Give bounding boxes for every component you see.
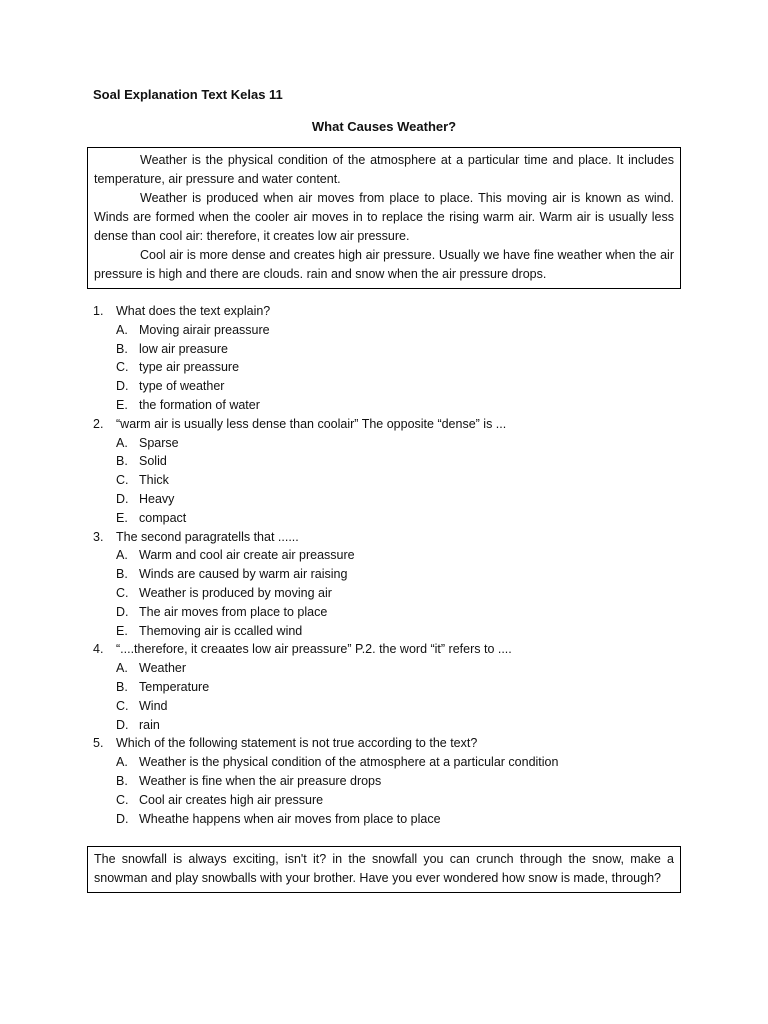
- question-item: [93, 415, 693, 528]
- option-text: Temperature: [139, 679, 210, 694]
- passage-paragraph: Weather is the physical condition of the atmosphere at a particular time and place. It includes temperature, air pressure and water content.: [94, 153, 674, 186]
- question-item: [93, 302, 693, 415]
- reading-passage-box: [87, 147, 681, 289]
- question-text: What does the text explain?: [116, 304, 271, 318]
- answer-option: [93, 791, 693, 810]
- answer-option: [93, 659, 693, 678]
- question-item: [93, 734, 693, 828]
- option-letter: A.: [116, 322, 128, 337]
- option-letter: E.: [116, 510, 128, 525]
- option-letter: C.: [116, 792, 129, 807]
- option-text: rain: [139, 717, 160, 732]
- question-number: 3.: [93, 529, 104, 544]
- answer-option: [93, 565, 693, 584]
- option-letter: E.: [116, 397, 128, 412]
- passage-paragraph: Weather is produced when air moves from place to place. This moving air is known as wind. Winds are formed when the cooler air moves in to replace the rising warm air. Warm air is usually less dense than cool air: therefore, it creates low air pressure.: [94, 191, 674, 243]
- passage-paragraph: Cool air is more dense and creates high air pressure. Usually we have fine weather when the air pressure is high and there are clouds. rain and snow when the air pressure drops.: [94, 248, 674, 281]
- snow-passage-box: [87, 846, 681, 893]
- answer-option: [93, 697, 693, 716]
- option-letter: B.: [116, 454, 128, 469]
- answer-option: [93, 471, 693, 490]
- answer-option: [93, 452, 693, 471]
- option-text: Winds are caused by warm air raising: [139, 567, 348, 582]
- option-text: Weather: [139, 661, 187, 676]
- option-text: Moving airair preassure: [139, 322, 270, 337]
- option-text: Wind: [139, 698, 168, 713]
- answer-option: [93, 622, 693, 641]
- option-text: type air preassure: [139, 360, 240, 375]
- option-letter: A.: [116, 755, 128, 770]
- answer-option: [93, 678, 693, 697]
- document-title: Soal Explanation Text Kelas 11: [93, 87, 283, 102]
- answer-option: [93, 546, 693, 565]
- option-letter: A.: [116, 548, 128, 563]
- option-text: Weather is produced by moving air: [139, 585, 332, 600]
- option-text: Thick: [139, 473, 169, 488]
- answer-option: [93, 509, 693, 528]
- question-text: “warm air is usually less dense than coolair” The opposite “dense” is ...: [116, 416, 507, 431]
- option-text: Sparse: [139, 435, 179, 450]
- answer-option: [93, 434, 693, 453]
- answer-option: [93, 753, 693, 772]
- option-letter: D.: [116, 604, 129, 619]
- option-letter: B.: [116, 679, 128, 694]
- question-item: [93, 640, 693, 734]
- option-letter: C.: [116, 585, 129, 600]
- question-number: 2.: [93, 416, 104, 431]
- answer-option: [93, 716, 693, 735]
- option-letter: B.: [116, 567, 128, 582]
- question-text: The second paragratells that ......: [116, 529, 299, 544]
- answer-option: [93, 772, 693, 791]
- answer-option: [93, 396, 693, 415]
- option-letter: C.: [116, 473, 129, 488]
- question-text: Which of the following statement is not true according to the text?: [116, 736, 478, 751]
- answer-option: [93, 810, 693, 829]
- option-letter: B.: [116, 341, 128, 356]
- option-text: Weather is the physical condition of the atmosphere at a particular condition: [139, 755, 559, 770]
- passage-title: What Causes Weather?: [311, 119, 457, 134]
- option-letter: C.: [116, 360, 129, 375]
- question-number: 4.: [93, 642, 104, 657]
- option-text: Themoving air is ccalled wind: [139, 623, 303, 638]
- option-letter: E.: [116, 623, 128, 638]
- answer-option: [93, 584, 693, 603]
- option-text: Solid: [139, 454, 167, 469]
- option-letter: A.: [116, 435, 128, 450]
- question-number: 1.: [93, 304, 104, 318]
- option-text: Wheathe happens when air moves from place to place: [139, 811, 441, 826]
- answer-option: [93, 603, 693, 622]
- option-text: Cool air creates high air pressure: [139, 792, 324, 807]
- option-text: the formation of water: [139, 397, 260, 412]
- option-text: type of weather: [139, 379, 225, 394]
- snow-passage-text: The snowfall is always exciting, isn't it? in the snowfall you can crunch through the snow, make a snowman and play snowballs with your brother. Have you ever wondered how snow is made, through?: [94, 852, 674, 885]
- option-text: Heavy: [139, 491, 175, 506]
- question-text: “....therefore, it creaates low air preassure” P.2. the word “it” refers to ....: [116, 642, 512, 657]
- option-letter: B.: [116, 773, 128, 788]
- option-text: Warm and cool air create air preassure: [139, 548, 355, 563]
- question-number: 5.: [93, 736, 104, 751]
- question-list: [93, 302, 693, 828]
- option-text: low air preasure: [139, 341, 228, 356]
- option-text: Weather is fine when the air preasure drops: [139, 773, 382, 788]
- question-item: [93, 528, 693, 641]
- answer-option: [93, 321, 693, 340]
- option-letter: D.: [116, 491, 129, 506]
- answer-option: [93, 377, 693, 396]
- option-letter: C.: [116, 698, 129, 713]
- answer-option: [93, 490, 693, 509]
- option-letter: A.: [116, 661, 128, 676]
- option-text: The air moves from place to place: [139, 604, 328, 619]
- answer-option: [93, 340, 693, 359]
- option-letter: D.: [116, 717, 129, 732]
- option-letter: D.: [116, 379, 129, 394]
- option-text: compact: [139, 510, 187, 525]
- option-letter: D.: [116, 811, 129, 826]
- answer-option: [93, 358, 693, 377]
